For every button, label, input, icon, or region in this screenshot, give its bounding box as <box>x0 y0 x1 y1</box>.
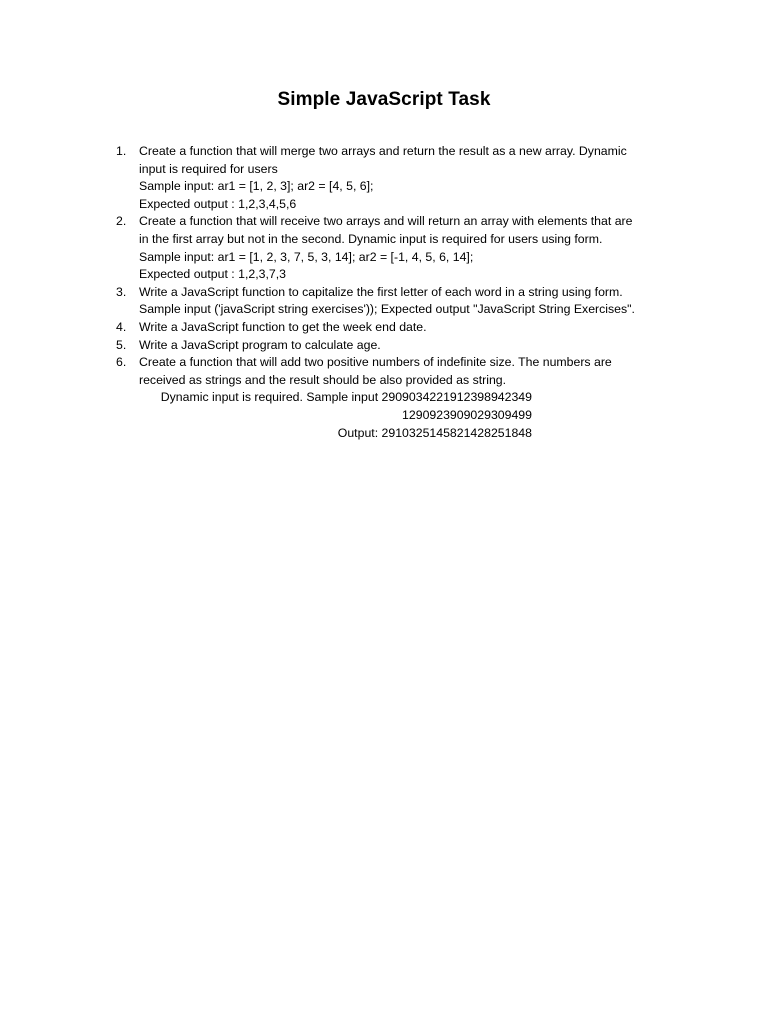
task-number: 1. <box>116 144 127 158</box>
task-item-5 <box>113 337 683 355</box>
task-number: 3. <box>116 284 127 299</box>
task-text-line: input is required for users <box>139 161 278 176</box>
task-text-line: Create a function that will merge two arrays and return the result as a new array. Dynamic <box>139 144 627 158</box>
task-number: 2. <box>116 214 127 229</box>
sample-input-line: Sample input: ar1 = [1, 2, 3]; ar2 = [4, 5, 6]; <box>139 179 374 194</box>
task-number: 5. <box>116 337 127 352</box>
task-list <box>113 143 683 442</box>
sample-input-line: 1290923909029309499 <box>402 407 532 422</box>
task-text-line: Create a function that will receive two arrays and will return an array with elements that are <box>139 214 633 229</box>
expected-output-line: Expected output : 1,2,3,4,5,6 <box>139 196 297 211</box>
document-title: Simple JavaScript Task <box>277 89 491 110</box>
task-text-line: Create a function that will add two positive numbers of indefinite size. The numbers are <box>139 355 612 370</box>
task-text-line: Write a JavaScript function to get the week end date. <box>139 319 427 334</box>
task-text-line: Write a JavaScript function to capitalize the first letter of each word in a string using form. <box>139 284 623 299</box>
task-item-6 <box>113 354 683 442</box>
task-text-line: Write a JavaScript program to calculate age. <box>139 337 381 352</box>
task-text-line: in the first array but not in the second. Dynamic input is required for users using form. <box>139 231 603 246</box>
task-item-4 <box>113 319 683 337</box>
expected-output-line: Output: 2910325145821428251848 <box>337 425 532 440</box>
task-item-2 <box>113 213 683 283</box>
sample-input-line: Sample input: ar1 = [1, 2, 3, 7, 5, 3, 14]; ar2 = [-1, 4, 5, 6, 14]; <box>139 249 474 264</box>
sample-data-block <box>139 389 532 442</box>
task-number: 4. <box>116 319 127 334</box>
expected-output-line: Expected output : 1,2,3,7,3 <box>139 267 286 282</box>
task-number: 6. <box>116 355 127 370</box>
task-text-line: received as strings and the result should be also provided as string. <box>139 372 507 387</box>
task-item-1 <box>113 143 683 213</box>
sample-input-line: Dynamic input is required. Sample input 2909034221912398942349 <box>160 390 532 405</box>
sample-input-line: Sample input ('javaScript string exercises')); Expected output "JavaScript String Exercises". <box>139 302 635 317</box>
task-item-3 <box>113 284 683 319</box>
